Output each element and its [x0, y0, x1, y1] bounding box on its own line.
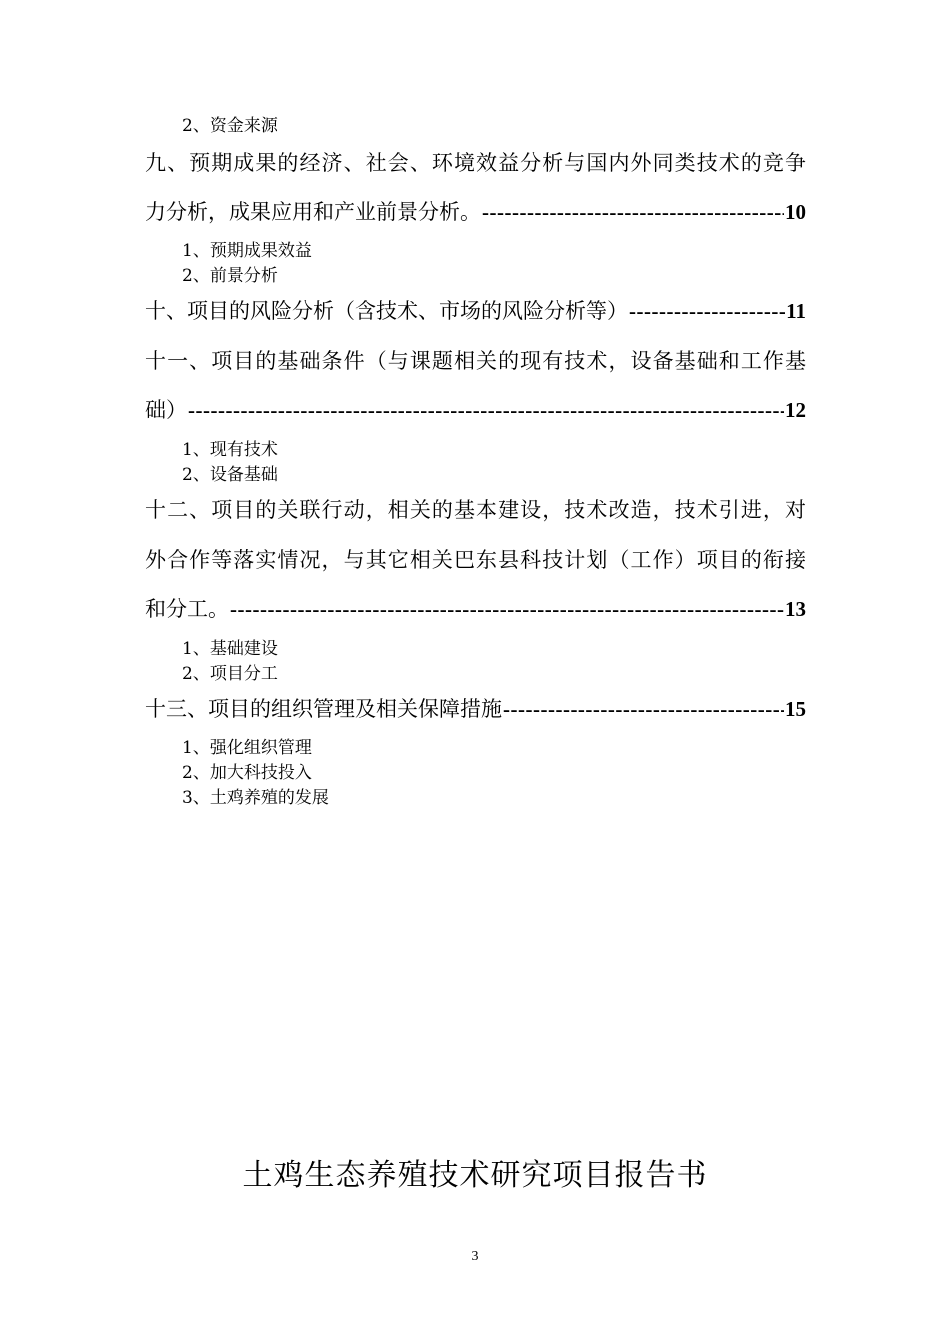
toc-dot-leader — [482, 197, 784, 227]
toc-page-number: 12 — [785, 398, 806, 422]
toc-entry-12-line-1 — [145, 495, 806, 525]
toc-subitem: 2、资金来源 — [182, 116, 278, 136]
toc-page-number: 10 — [785, 200, 806, 224]
toc-page-number: 13 — [785, 597, 806, 621]
toc-dot-leader — [230, 594, 784, 624]
toc-dot-leader — [503, 694, 784, 724]
toc-subitem: 3、土鸡养殖的发展 — [182, 788, 329, 808]
toc-entry-12-line-2 — [145, 545, 806, 575]
toc-entry-13[interactable] — [145, 694, 806, 724]
toc-dot-leader — [629, 296, 785, 326]
toc-subitem: 2、项目分工 — [182, 664, 278, 684]
toc-subitem: 2、加大科技投入 — [182, 763, 312, 783]
toc-entry-text: 十三、项目的组织管理及相关保障措施 — [145, 697, 502, 721]
toc-entry-text: 和分工。 — [145, 597, 229, 621]
toc-entry-9-line-1 — [145, 148, 806, 178]
toc-page-number: 11 — [786, 299, 806, 323]
toc-entry-text: 础） — [145, 398, 187, 422]
toc-entry-10[interactable] — [145, 296, 806, 326]
toc-entry-text: 力分析，成果应用和产业前景分析。 — [145, 200, 481, 224]
toc-entry-text: 九、预期成果的经济、社会、环境效益分析与国内外同类技术的竞争 — [145, 151, 806, 175]
toc-entry-11-line-2[interactable] — [145, 395, 806, 425]
document-title: 土鸡生态养殖技术研究项目报告书 — [242, 1158, 708, 1193]
toc-subitem: 1、强化组织管理 — [182, 738, 312, 758]
toc-page-number: 15 — [785, 697, 806, 721]
toc-entry-12-line-3[interactable] — [145, 594, 806, 624]
toc-dot-leader — [188, 395, 784, 425]
toc-entry-text: 外合作等落实情况，与其它相关巴东县科技计划（工作）项目的衔接 — [145, 548, 806, 572]
toc-subitem: 2、前景分析 — [182, 266, 278, 286]
toc-entry-9-line-2[interactable] — [145, 197, 806, 227]
toc-subitem: 1、基础建设 — [182, 639, 278, 659]
toc-entry-text: 十二、项目的关联行动，相关的基本建设，技术改造，技术引进，对 — [145, 498, 806, 522]
toc-subitem: 1、现有技术 — [182, 440, 278, 460]
toc-subitem: 2、设备基础 — [182, 465, 278, 485]
toc-entry-11-line-1 — [145, 346, 806, 376]
page-number: 3 — [471, 1249, 479, 1264]
toc-entry-text: 十一、项目的基础条件（与课题相关的现有技术，设备基础和工作基 — [145, 349, 806, 373]
toc-subitem: 1、预期成果效益 — [182, 241, 312, 261]
toc-entry-text: 十、项目的风险分析（含技术、市场的风险分析等） — [145, 299, 628, 323]
